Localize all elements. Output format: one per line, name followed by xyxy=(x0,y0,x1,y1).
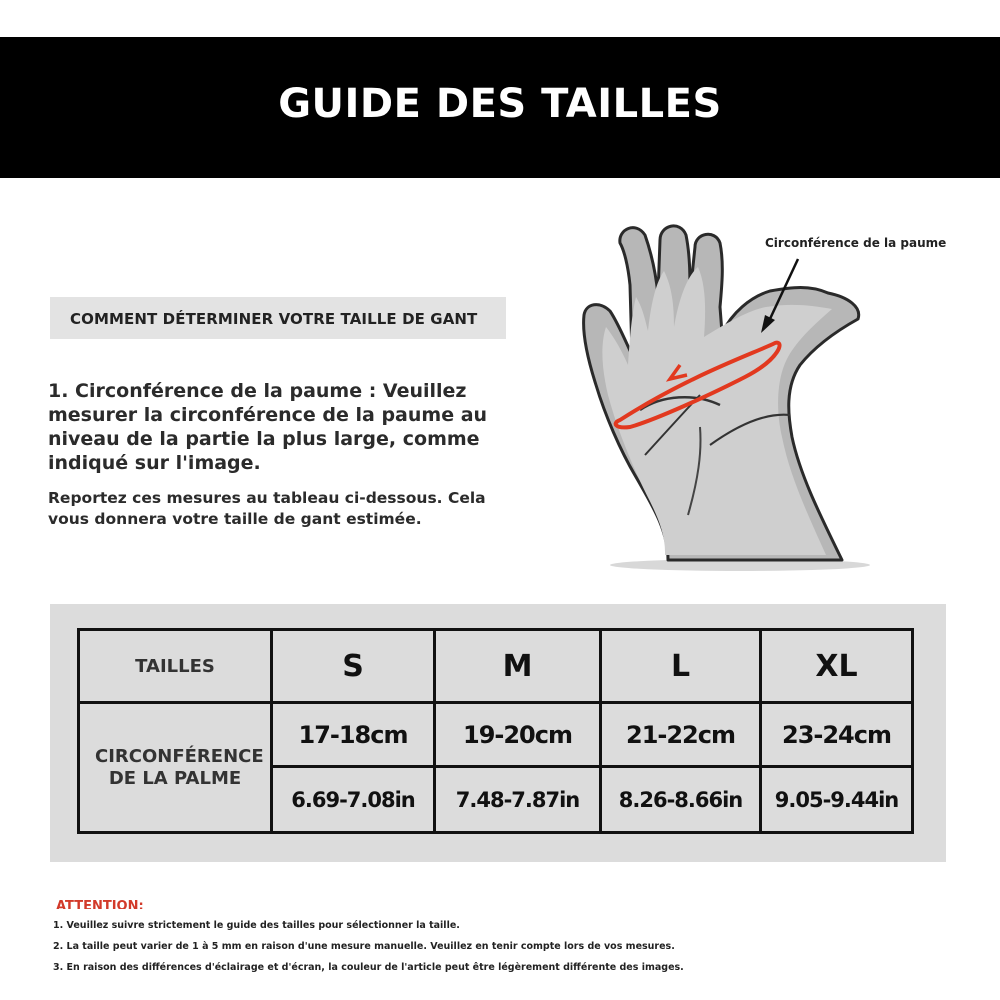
note-item: 2. La taille peut varier de 1 à 5 mm en raison d'une mesure manuelle. Veuillez en tenir compte lors de vos mesures. xyxy=(53,941,675,952)
table-row xyxy=(79,703,913,767)
section-heading-box xyxy=(50,297,506,339)
in-m: 7.48-7.87in xyxy=(435,767,601,833)
size-l: L xyxy=(601,630,761,703)
instruction-summary: Reportez ces mesures au tableau ci-dessous. Cela vous donnera votre taille de gant estimée. xyxy=(48,489,486,528)
size-xl: XL xyxy=(761,630,913,703)
arrow-icon xyxy=(755,255,805,335)
measure-header-text: CIRCONFÉRENCE DE LA PALME xyxy=(95,745,264,789)
in-xl: 9.05-9.44in xyxy=(761,767,913,833)
in-l: 8.26-8.66in xyxy=(601,767,761,833)
attention-notes xyxy=(53,920,953,983)
cm-m: 19-20cm xyxy=(435,703,601,767)
section-heading: COMMENT DÉTERMINER VOTRE TAILLE DE GANT xyxy=(70,310,478,328)
instruction-step-1: 1. Circonférence de la paume : Veuillez mesurer la circonférence de la paume au niveau de la partie la plus large, comme indiqué sur l'image. xyxy=(48,380,488,474)
header-bar xyxy=(0,37,1000,178)
note-item: 3. En raison des différences d'éclairage et d'écran, la couleur de l'article peut être légèrement différente des images. xyxy=(53,962,684,973)
size-s: S xyxy=(272,630,435,703)
hand-icon xyxy=(570,215,870,575)
table-row xyxy=(79,630,913,703)
size-m: M xyxy=(435,630,601,703)
note-item: 1. Veuillez suivre strictement le guide des tailles pour sélectionner la taille. xyxy=(53,920,460,931)
sizes-header: TAILLES xyxy=(79,630,272,703)
cm-xl: 23-24cm xyxy=(761,703,913,767)
page-title: GUIDE DES TAILLES xyxy=(278,81,722,127)
palm-circumference-label: Circonférence de la paume xyxy=(765,236,947,250)
in-s: 6.69-7.08in xyxy=(272,767,435,833)
measure-header xyxy=(79,703,272,833)
size-table xyxy=(77,628,914,834)
cm-s: 17-18cm xyxy=(272,703,435,767)
cm-l: 21-22cm xyxy=(601,703,761,767)
attention-title: ATTENTION: xyxy=(56,899,144,909)
